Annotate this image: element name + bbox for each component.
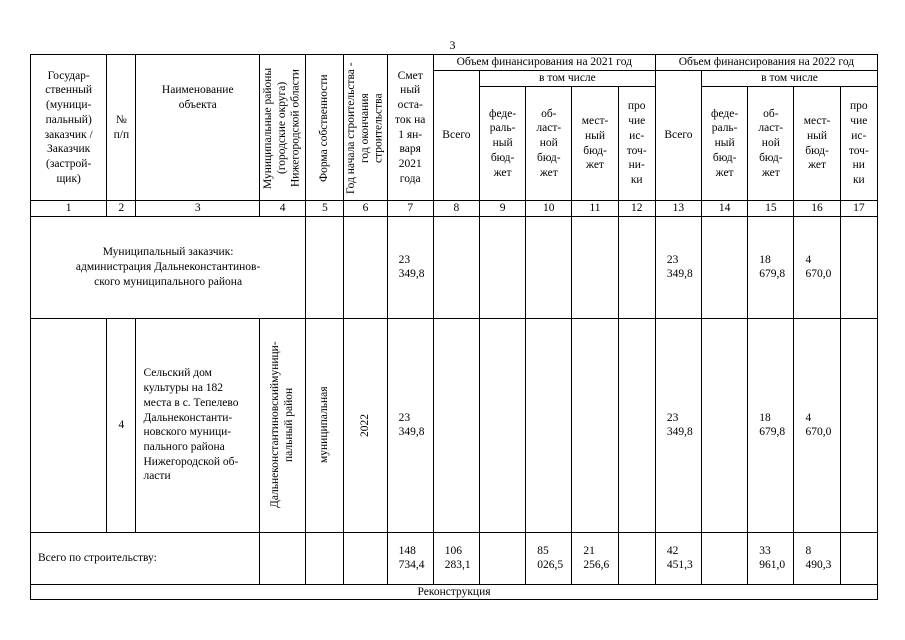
header-regional-2021: об- ласт- ной бюд- жет (526, 87, 572, 201)
object-year: 2022 (344, 318, 387, 532)
customer-label: Муниципальный заказчик: администрация Дальнеконстантинов- ского муниципального района (31, 216, 306, 318)
header-customer: Государ- ственный (муници- пальный) заказчик / Заказчик (застрой- щик) (31, 55, 107, 201)
header-total-2022: Всего (655, 71, 701, 201)
header-including-2022: в том числе (702, 71, 878, 87)
total-2021: 106 283,1 (433, 532, 479, 584)
reconstruction-label: Реконструкция (31, 584, 878, 600)
customer-local-2022: 4 670,0 (794, 216, 840, 318)
column-number: 2 (107, 201, 136, 217)
header-other-2022: про чие ис- точ- ни ки (840, 87, 877, 201)
total-row (31, 532, 878, 584)
header-estimate: Смет ный оста- ток на 1 ян- варя 2021 года (387, 55, 433, 201)
object-row (31, 318, 878, 532)
object-local-2022: 4 670,0 (794, 318, 840, 532)
header-including-2021: в том числе (480, 71, 656, 87)
customer-estimate: 23 349,8 (387, 216, 433, 318)
total-regional-2022: 33 961,0 (748, 532, 794, 584)
total-local-2021: 21 256,6 (572, 532, 618, 584)
header-number: № п/п (107, 55, 136, 201)
customer-total-2022: 23 349,8 (655, 216, 701, 318)
column-number: 11 (572, 201, 618, 217)
header-local-2022: мест- ный бюд- жет (794, 87, 840, 201)
object-ownership: муниципальная (306, 318, 344, 532)
total-estimate: 148 734,4 (387, 532, 433, 584)
header-fin-2022: Объем финансирования на 2022 год (655, 55, 877, 71)
column-number-row (31, 201, 878, 217)
total-label: Всего по строительству: (31, 532, 260, 584)
header-regional-2022: об- ласт- ной бюд- жет (748, 87, 794, 201)
object-total-2022: 23 349,8 (655, 318, 701, 532)
reconstruction-row (31, 584, 878, 600)
column-number: 4 (260, 201, 306, 217)
object-estimate: 23 349,8 (387, 318, 433, 532)
customer-row (31, 216, 878, 318)
column-number: 14 (702, 201, 748, 217)
total-local-2022: 8 490,3 (794, 532, 840, 584)
column-number: 8 (433, 201, 479, 217)
column-number: 15 (748, 201, 794, 217)
column-number: 17 (840, 201, 877, 217)
page-number: 3 (449, 38, 456, 52)
customer-regional-2022: 18 679,8 (748, 216, 794, 318)
header-other-2021: про чие ис- точ- ни- ки (618, 87, 655, 201)
column-number: 5 (306, 201, 344, 217)
column-number: 7 (387, 201, 433, 217)
header-fin-2021: Объем финансирования на 2021 год (433, 55, 655, 71)
header-local-2021: мест- ный бюд- жет (572, 87, 618, 201)
object-name: Сельский дом культуры на 182 места в с. Тепелево Дальнеконстанти- новского муници- пального района Нижегородской об- ласти (136, 318, 260, 532)
header-total-2021: Всего (433, 71, 479, 201)
column-number: 3 (136, 201, 260, 217)
column-number: 6 (344, 201, 387, 217)
header-federal-2022: феде- раль- ный бюд- жет (702, 87, 748, 201)
column-number: 13 (655, 201, 701, 217)
financing-table (30, 54, 878, 600)
column-number: 10 (526, 201, 572, 217)
object-regional-2022: 18 679,8 (748, 318, 794, 532)
column-number: 16 (794, 201, 840, 217)
header-ownership: Форма собственности (306, 55, 344, 201)
column-number: 12 (618, 201, 655, 217)
object-number: 4 (107, 318, 136, 532)
total-2022: 42 451,3 (655, 532, 701, 584)
header-districts: Муниципальные районы (городские округа) Нижегородской области (260, 55, 306, 201)
header-federal-2021: феде- раль- ный бюд- жет (480, 87, 526, 201)
object-district: Дальнеконстантиновскиймуници-пальный район (260, 318, 306, 532)
column-number: 1 (31, 201, 107, 217)
header-object-name: Наименование объекта (136, 55, 260, 201)
column-number: 9 (480, 201, 526, 217)
total-regional-2021: 85 026,5 (526, 532, 572, 584)
header-years: Год начала строительства - год окончания строительства (344, 55, 387, 201)
